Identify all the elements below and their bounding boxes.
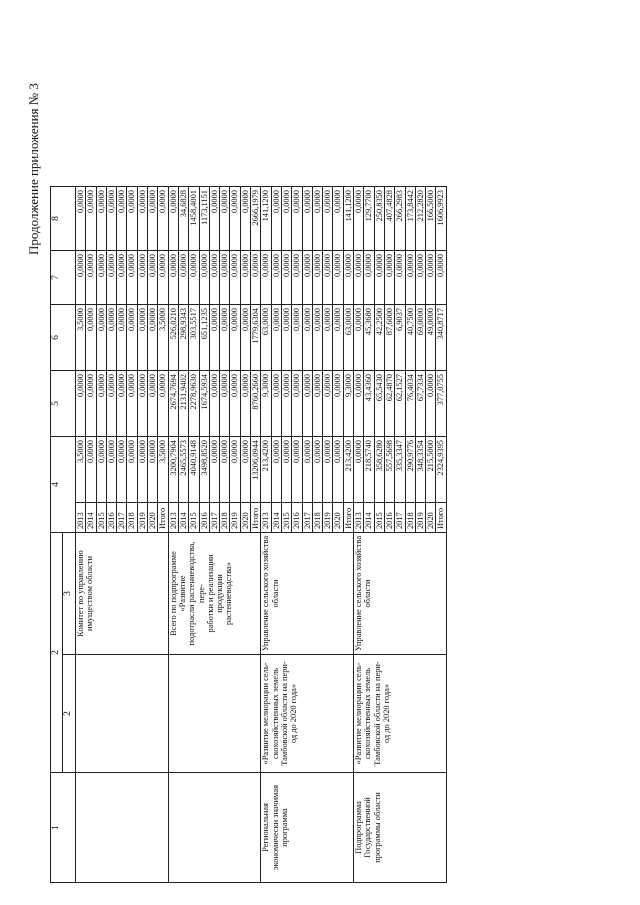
value-cell: 0,0000 bbox=[312, 371, 322, 437]
value-cell: 1458,4001 bbox=[189, 187, 199, 251]
value-cell: 0,0000 bbox=[127, 187, 137, 251]
value-cell: 0,0000 bbox=[302, 187, 312, 251]
value-cell: 129,7700 bbox=[364, 187, 374, 251]
header-row-top bbox=[51, 187, 63, 883]
value-cell: 358,6280 bbox=[374, 437, 384, 503]
value-cell: 45,3680 bbox=[364, 305, 374, 371]
value-cell: 0,0000 bbox=[271, 251, 281, 305]
value-cell: 0,0000 bbox=[127, 371, 137, 437]
year-cell: 2019 bbox=[415, 503, 425, 533]
year-cell: 2018 bbox=[312, 503, 322, 533]
col-header-top-2: 2 bbox=[51, 533, 63, 773]
value-cell: 340,8717 bbox=[436, 305, 446, 371]
program-name-cell bbox=[76, 655, 169, 773]
value-cell: 3,5000 bbox=[158, 437, 168, 503]
value-cell: 0,0000 bbox=[292, 305, 302, 371]
value-cell: 0,0000 bbox=[302, 251, 312, 305]
value-cell: 0,0000 bbox=[230, 305, 240, 371]
value-cell: 0,0000 bbox=[333, 371, 343, 437]
value-cell: 0,0000 bbox=[312, 437, 322, 503]
year-cell: 2014 bbox=[364, 503, 374, 533]
value-cell: 377,0755 bbox=[436, 371, 446, 437]
value-cell: 0,0000 bbox=[158, 371, 168, 437]
value-cell: 49,0000 bbox=[426, 305, 436, 371]
value-cell: 0,0000 bbox=[240, 251, 250, 305]
value-cell: 0,0000 bbox=[127, 437, 137, 503]
value-cell: 0,0000 bbox=[240, 437, 250, 503]
year-cell: 2014 bbox=[178, 503, 188, 533]
value-cell: 0,0000 bbox=[209, 371, 219, 437]
year-cell: 2016 bbox=[292, 503, 302, 533]
value-cell: 0,0000 bbox=[354, 251, 364, 305]
value-cell: 0,0000 bbox=[426, 371, 436, 437]
value-cell: 3,5000 bbox=[76, 305, 86, 371]
value-cell: 0,0000 bbox=[76, 187, 86, 251]
program-type-cell: Подпрограмма Государственной программы области bbox=[354, 773, 447, 883]
value-cell: 298,9343 bbox=[178, 305, 188, 371]
value-cell: 0,0000 bbox=[96, 371, 106, 437]
executor-cell: Комитет по управлению имуществом области bbox=[76, 533, 169, 655]
year-cell: 2017 bbox=[302, 503, 312, 533]
value-cell: 0,0000 bbox=[395, 251, 405, 305]
value-cell: 0,0000 bbox=[271, 371, 281, 437]
executor-cell: Управление сельского хозяйства области bbox=[261, 533, 354, 655]
value-cell: 0,0000 bbox=[374, 251, 384, 305]
col-header-3: 3 bbox=[63, 533, 76, 655]
value-cell: 0,0000 bbox=[281, 251, 291, 305]
value-cell: 43,4360 bbox=[364, 371, 374, 437]
value-cell: 0,0000 bbox=[148, 251, 158, 305]
value-cell: 62,4870 bbox=[384, 371, 394, 437]
value-cell: 0,0000 bbox=[323, 371, 333, 437]
col-header-6: 6 bbox=[51, 305, 76, 371]
value-cell: 0,0000 bbox=[323, 251, 333, 305]
value-cell: 0,0000 bbox=[168, 251, 178, 305]
value-cell: 67,7334 bbox=[415, 371, 425, 437]
value-cell: 0,0000 bbox=[271, 305, 281, 371]
value-cell: 213,4200 bbox=[261, 437, 271, 503]
value-cell: 557,5698 bbox=[384, 437, 394, 503]
executor-cell: Всего по подпрограмме «Развитие подотрасли растениеводства, пере- работки и реализации продукции растениеводства» bbox=[168, 533, 261, 655]
value-cell: 1173,1151 bbox=[199, 187, 209, 251]
value-cell: 13206,0944 bbox=[251, 437, 261, 503]
value-cell: 0,0000 bbox=[271, 187, 281, 251]
value-cell: 303,5517 bbox=[189, 305, 199, 371]
year-cell: 2017 bbox=[395, 503, 405, 533]
year-cell: 2015 bbox=[281, 503, 291, 533]
value-cell: 250,8350 bbox=[374, 187, 384, 251]
value-cell: 0,0000 bbox=[343, 251, 353, 305]
value-cell: 0,0000 bbox=[292, 187, 302, 251]
value-cell: 0,0000 bbox=[168, 187, 178, 251]
value-cell: 218,5740 bbox=[364, 437, 374, 503]
value-cell: 0,0000 bbox=[158, 187, 168, 251]
value-cell: 0,0000 bbox=[86, 437, 96, 503]
year-cell: 2020 bbox=[148, 503, 158, 533]
year-cell: 2017 bbox=[117, 503, 127, 533]
value-cell: 0,0000 bbox=[251, 251, 261, 305]
value-cell: 0,0000 bbox=[312, 305, 322, 371]
value-cell: 42,2500 bbox=[374, 305, 384, 371]
value-cell: 0,0000 bbox=[158, 251, 168, 305]
year-cell: 2015 bbox=[374, 503, 384, 533]
value-cell: 0,0000 bbox=[96, 305, 106, 371]
value-cell: 2324,9395 bbox=[436, 437, 446, 503]
year-cell: Итого bbox=[251, 503, 261, 533]
value-cell: 141,1200 bbox=[261, 187, 271, 251]
year-cell: 2016 bbox=[199, 503, 209, 533]
program-type-cell: Региональная экономически значимая программа bbox=[261, 773, 354, 883]
budget-table bbox=[50, 186, 447, 883]
year-cell: 2014 bbox=[271, 503, 281, 533]
value-cell: 4040,9148 bbox=[189, 437, 199, 503]
year-cell: 2018 bbox=[220, 503, 230, 533]
col-header-7: 7 bbox=[51, 251, 76, 305]
value-cell: 651,1235 bbox=[199, 305, 209, 371]
value-cell: 0,0000 bbox=[209, 305, 219, 371]
col-header-8: 8 bbox=[51, 187, 76, 251]
value-cell: 0,0000 bbox=[302, 305, 312, 371]
value-cell: 0,0000 bbox=[302, 437, 312, 503]
year-cell: Итого bbox=[343, 503, 353, 533]
value-cell: 0,0000 bbox=[281, 371, 291, 437]
value-cell: 9,3000 bbox=[261, 371, 271, 437]
year-cell: 2017 bbox=[209, 503, 219, 533]
program-name-cell bbox=[168, 655, 261, 773]
value-cell: 0,0000 bbox=[137, 437, 147, 503]
value-cell: 65,5430 bbox=[374, 371, 384, 437]
year-cell: 2015 bbox=[96, 503, 106, 533]
value-cell: 1606,9923 bbox=[436, 187, 446, 251]
value-cell: 0,0000 bbox=[137, 305, 147, 371]
value-cell: 0,0000 bbox=[148, 305, 158, 371]
value-cell: 0,0000 bbox=[405, 251, 415, 305]
value-cell: 0,0000 bbox=[199, 251, 209, 305]
value-cell: 0,0000 bbox=[354, 437, 364, 503]
value-cell: 8760,2660 bbox=[251, 371, 261, 437]
value-cell: 0,0000 bbox=[178, 251, 188, 305]
value-cell: 3200,7904 bbox=[168, 437, 178, 503]
value-cell: 0,0000 bbox=[436, 251, 446, 305]
program-name-cell: «Развитие мелиорации сель- скохозяйственных земель Тамбовской области на пери- од до 2020 года» bbox=[261, 655, 354, 773]
value-cell: 0,0000 bbox=[323, 437, 333, 503]
year-cell: 2019 bbox=[323, 503, 333, 533]
value-cell: 0,0000 bbox=[354, 305, 364, 371]
value-cell: 9,3000 bbox=[343, 371, 353, 437]
value-cell: 0,0000 bbox=[137, 371, 147, 437]
table-row bbox=[261, 187, 271, 883]
table-row bbox=[168, 187, 178, 883]
value-cell: 173,8442 bbox=[405, 187, 415, 251]
value-cell: 0,0000 bbox=[209, 437, 219, 503]
value-cell: 0,0000 bbox=[117, 187, 127, 251]
value-cell: 0,0000 bbox=[415, 251, 425, 305]
value-cell: 213,4200 bbox=[343, 437, 353, 503]
program-name-cell: «Развитие мелиорации сель- скохозяйственных земель Тамбовской области на пери- од до 2020 года» bbox=[354, 655, 447, 773]
value-cell: 0,0000 bbox=[333, 251, 343, 305]
value-cell: 407,4828 bbox=[384, 187, 394, 251]
value-cell: 0,0000 bbox=[220, 187, 230, 251]
value-cell: 2278,9630 bbox=[189, 371, 199, 437]
value-cell: 40,7500 bbox=[405, 305, 415, 371]
value-cell: 3498,8520 bbox=[199, 437, 209, 503]
value-cell: 1674,5934 bbox=[199, 371, 209, 437]
value-cell: 0,0000 bbox=[117, 371, 127, 437]
value-cell: 0,0000 bbox=[96, 187, 106, 251]
year-cell: 2013 bbox=[76, 503, 86, 533]
value-cell: 0,0000 bbox=[106, 437, 116, 503]
value-cell: 2131,9402 bbox=[178, 371, 188, 437]
value-cell: 0,0000 bbox=[137, 251, 147, 305]
year-cell: 2013 bbox=[261, 503, 271, 533]
col-header-5: 5 bbox=[51, 371, 76, 437]
value-cell: 0,0000 bbox=[281, 187, 291, 251]
year-cell: 2016 bbox=[106, 503, 116, 533]
value-cell: 0,0000 bbox=[127, 251, 137, 305]
value-cell: 0,0000 bbox=[106, 305, 116, 371]
value-cell: 0,0000 bbox=[148, 187, 158, 251]
year-cell: 2014 bbox=[86, 503, 96, 533]
value-cell: 0,0000 bbox=[323, 305, 333, 371]
value-cell: 0,0000 bbox=[384, 251, 394, 305]
value-cell: 0,0000 bbox=[323, 187, 333, 251]
program-type-cell bbox=[76, 773, 169, 883]
value-cell: 215,5000 bbox=[426, 437, 436, 503]
value-cell: 0,0000 bbox=[354, 187, 364, 251]
year-cell: Итого bbox=[158, 503, 168, 533]
value-cell: 0,0000 bbox=[426, 251, 436, 305]
value-cell: 34,6828 bbox=[178, 187, 188, 251]
value-cell: 0,0000 bbox=[76, 371, 86, 437]
value-cell: 0,0000 bbox=[302, 371, 312, 437]
value-cell: 0,0000 bbox=[117, 305, 127, 371]
value-cell: 87,6000 bbox=[384, 305, 394, 371]
value-cell: 0,0000 bbox=[230, 187, 240, 251]
value-cell: 0,0000 bbox=[106, 251, 116, 305]
value-cell: 266,2983 bbox=[395, 187, 405, 251]
value-cell: 0,0000 bbox=[148, 371, 158, 437]
value-cell: 3,5000 bbox=[158, 305, 168, 371]
value-cell: 348,3354 bbox=[415, 437, 425, 503]
value-cell: 335,3347 bbox=[395, 437, 405, 503]
value-cell: 290,9776 bbox=[405, 437, 415, 503]
value-cell: 0,0000 bbox=[230, 251, 240, 305]
value-cell: 0,0000 bbox=[230, 371, 240, 437]
value-cell: 0,0000 bbox=[220, 437, 230, 503]
value-cell: 76,4034 bbox=[405, 371, 415, 437]
value-cell: 0,0000 bbox=[76, 251, 86, 305]
value-cell: 0,0000 bbox=[281, 437, 291, 503]
value-cell: 0,0000 bbox=[86, 305, 96, 371]
value-cell: 0,0000 bbox=[333, 305, 343, 371]
executor-cell: Управление сельского хозяйства области bbox=[354, 533, 447, 655]
value-cell: 141,1200 bbox=[343, 187, 353, 251]
value-cell: 0,0000 bbox=[240, 371, 250, 437]
year-cell: 2013 bbox=[354, 503, 364, 533]
year-cell: 2020 bbox=[333, 503, 343, 533]
value-cell: 3,5000 bbox=[76, 437, 86, 503]
value-cell: 526,0210 bbox=[168, 305, 178, 371]
value-cell: 0,0000 bbox=[189, 251, 199, 305]
col-header-2: 2 bbox=[63, 655, 76, 773]
value-cell: 69,0000 bbox=[415, 305, 425, 371]
table-body bbox=[76, 187, 447, 883]
year-cell: 2020 bbox=[240, 503, 250, 533]
value-cell: 166,5000 bbox=[426, 187, 436, 251]
table-row bbox=[354, 187, 364, 883]
year-cell: Итого bbox=[436, 503, 446, 533]
value-cell: 2666,1979 bbox=[251, 187, 261, 251]
value-cell: 0,0000 bbox=[230, 437, 240, 503]
value-cell: 0,0000 bbox=[240, 305, 250, 371]
year-cell: 2018 bbox=[405, 503, 415, 533]
value-cell: 2465,5573 bbox=[178, 437, 188, 503]
value-cell: 0,0000 bbox=[292, 251, 302, 305]
value-cell: 0,0000 bbox=[209, 251, 219, 305]
value-cell: 0,0000 bbox=[106, 371, 116, 437]
value-cell: 0,0000 bbox=[220, 251, 230, 305]
value-cell: 0,0000 bbox=[86, 251, 96, 305]
value-cell: 212,2820 bbox=[415, 187, 425, 251]
value-cell: 0,0000 bbox=[209, 187, 219, 251]
value-cell: 0,0000 bbox=[333, 187, 343, 251]
value-cell: 0,0000 bbox=[117, 437, 127, 503]
value-cell: 0,0000 bbox=[354, 371, 364, 437]
year-cell: 2019 bbox=[230, 503, 240, 533]
value-cell: 0,0000 bbox=[220, 305, 230, 371]
value-cell: 0,0000 bbox=[292, 437, 302, 503]
value-cell: 0,0000 bbox=[312, 187, 322, 251]
value-cell: 0,0000 bbox=[96, 251, 106, 305]
value-cell: 0,0000 bbox=[312, 251, 322, 305]
col-header-4: 4 bbox=[51, 437, 76, 533]
year-cell: 2016 bbox=[384, 503, 394, 533]
value-cell: 0,0000 bbox=[137, 187, 147, 251]
value-cell: 0,0000 bbox=[271, 437, 281, 503]
value-cell: 0,0000 bbox=[292, 371, 302, 437]
value-cell: 2674,7694 bbox=[168, 371, 178, 437]
value-cell: 0,0000 bbox=[281, 305, 291, 371]
value-cell: 0,0000 bbox=[96, 437, 106, 503]
value-cell: 0,0000 bbox=[220, 371, 230, 437]
year-cell: 2020 bbox=[426, 503, 436, 533]
value-cell: 6,9037 bbox=[395, 305, 405, 371]
value-cell: 63,0000 bbox=[343, 305, 353, 371]
table-row bbox=[76, 187, 86, 883]
continuation-header: Продолжение приложения № 3 bbox=[26, 83, 41, 255]
value-cell: 0,0000 bbox=[148, 437, 158, 503]
value-cell: 62,1527 bbox=[395, 371, 405, 437]
value-cell: 0,0000 bbox=[261, 251, 271, 305]
year-cell: 2018 bbox=[127, 503, 137, 533]
value-cell: 0,0000 bbox=[106, 187, 116, 251]
col-header-1: 1 bbox=[51, 773, 76, 883]
year-cell: 2015 bbox=[189, 503, 199, 533]
value-cell: 0,0000 bbox=[364, 251, 374, 305]
value-cell: 0,0000 bbox=[240, 187, 250, 251]
value-cell: 0,0000 bbox=[86, 371, 96, 437]
value-cell: 0,0000 bbox=[117, 251, 127, 305]
value-cell: 63,0000 bbox=[261, 305, 271, 371]
year-cell: 2013 bbox=[168, 503, 178, 533]
value-cell: 1779,6304 bbox=[251, 305, 261, 371]
value-cell: 0,0000 bbox=[333, 437, 343, 503]
value-cell: 0,0000 bbox=[86, 187, 96, 251]
value-cell: 0,0000 bbox=[127, 305, 137, 371]
year-cell: 2019 bbox=[137, 503, 147, 533]
program-type-cell bbox=[168, 773, 261, 883]
